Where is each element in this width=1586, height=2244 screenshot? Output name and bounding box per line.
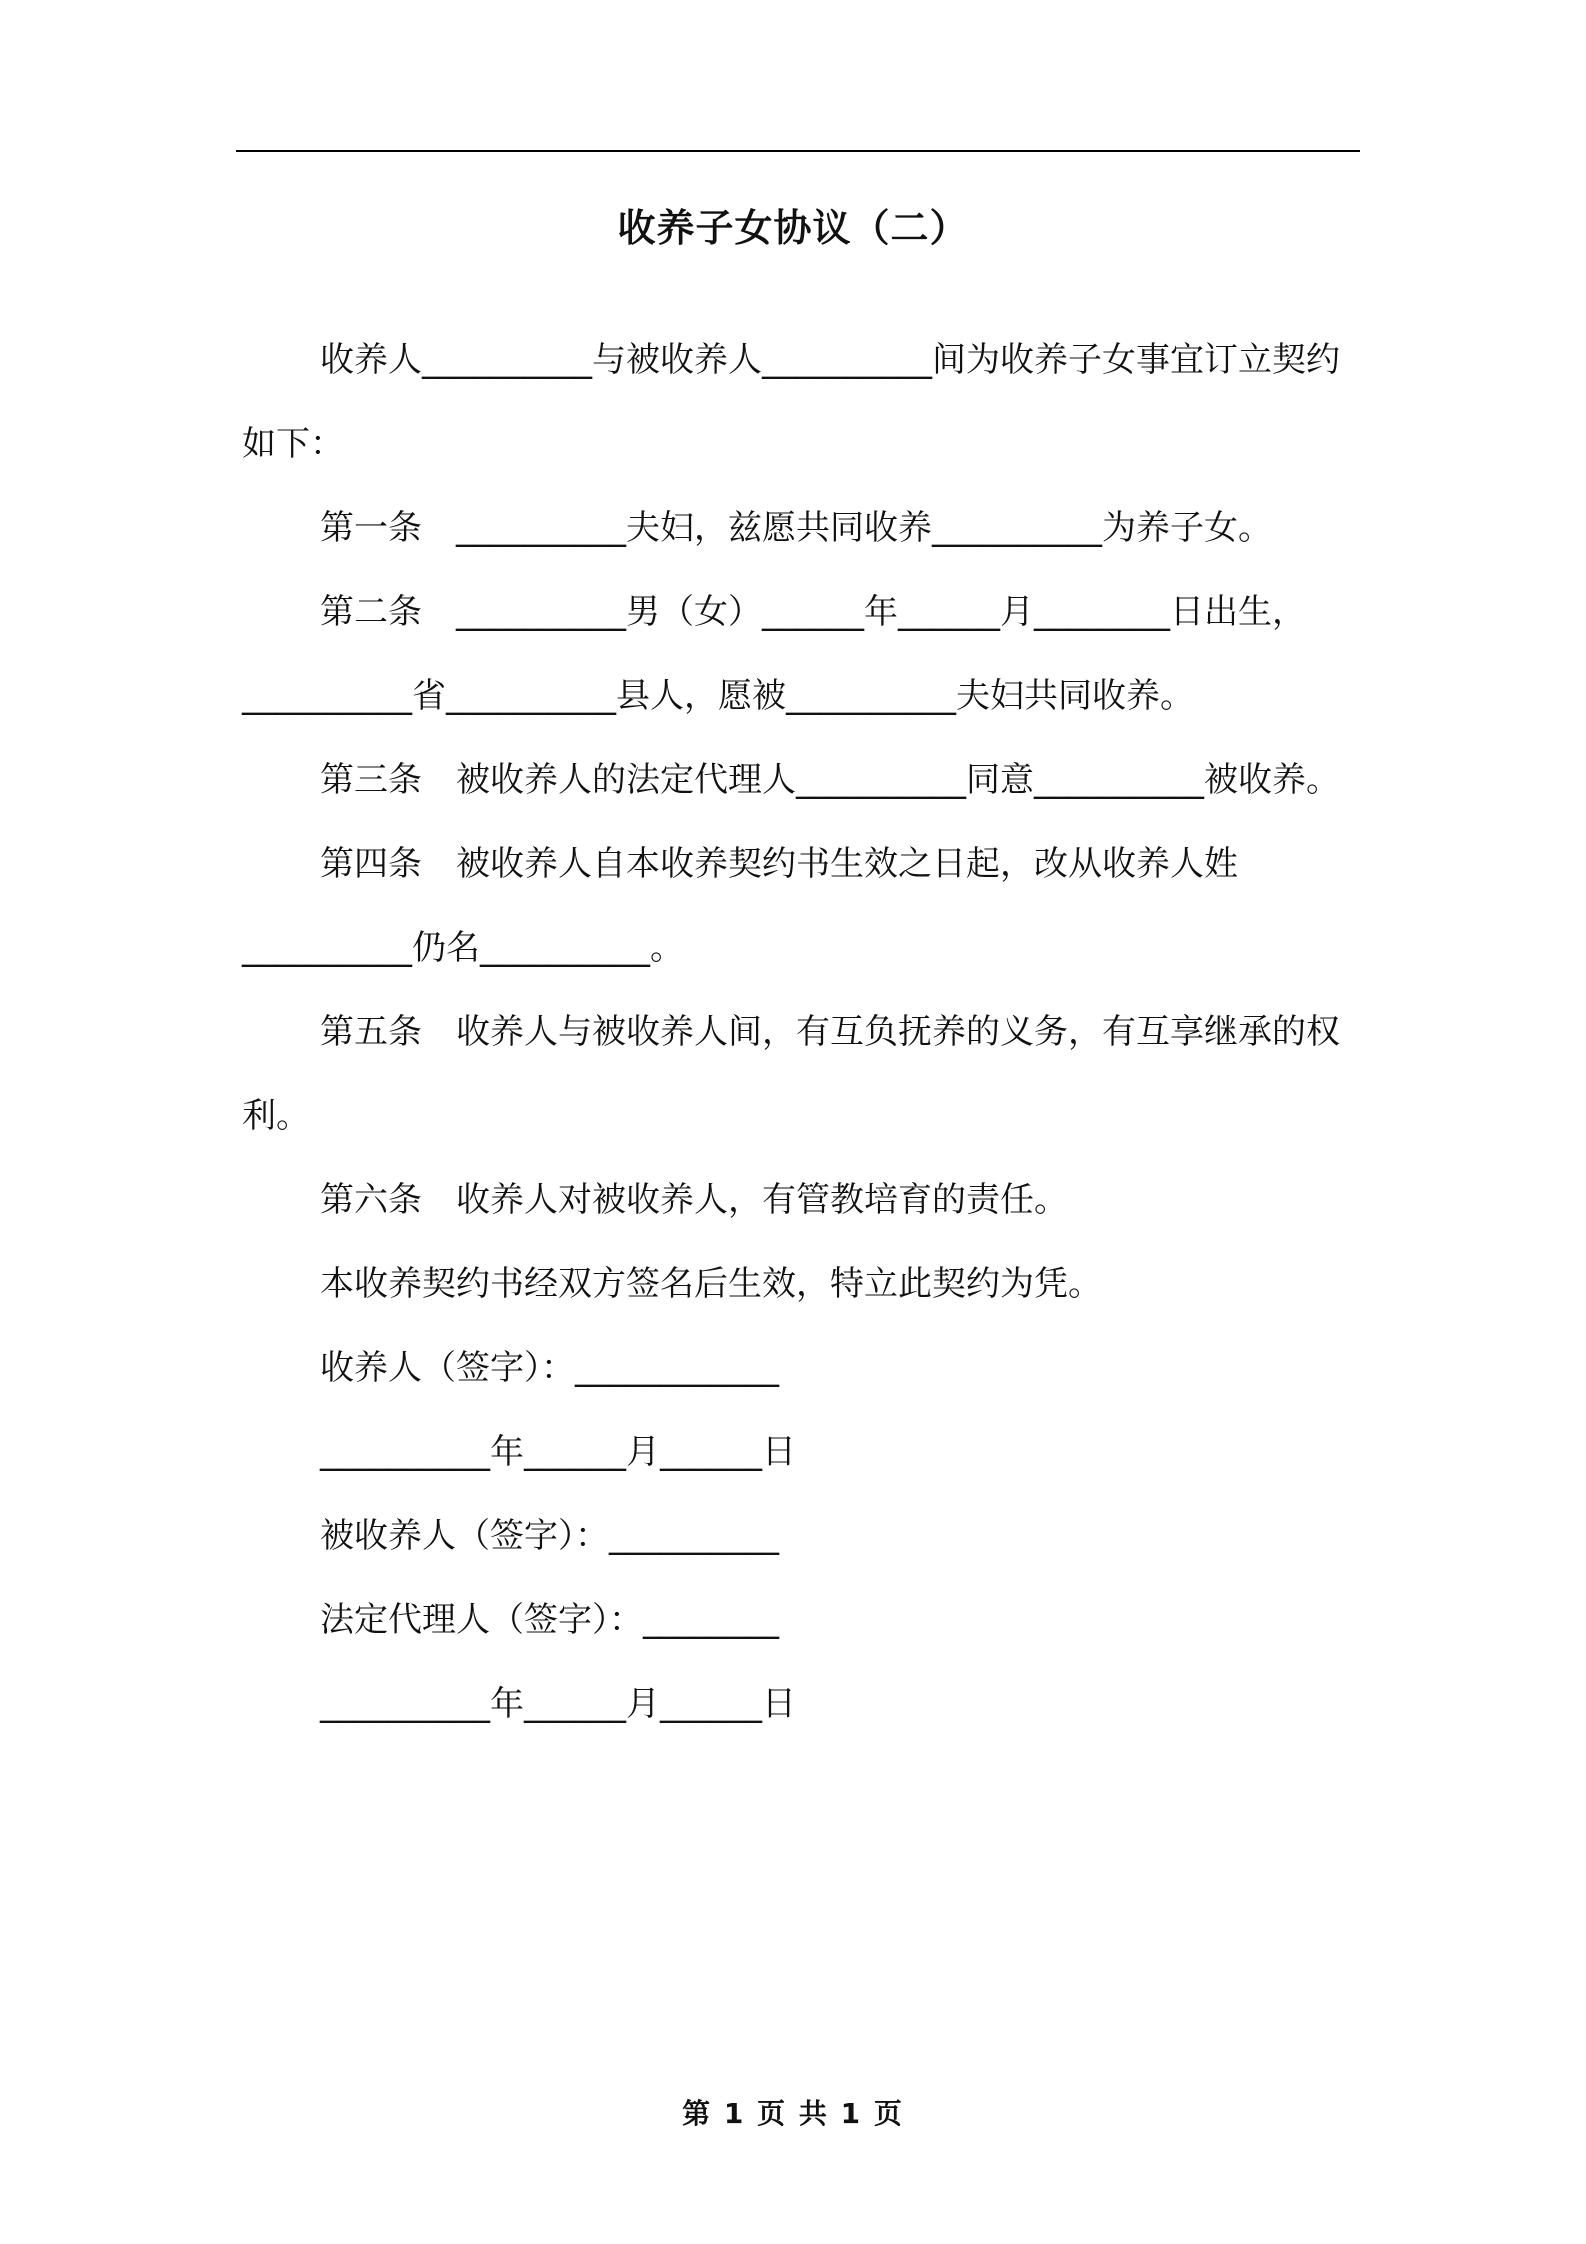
paragraph-article-5: 第五条 收养人与被收养人间，有互负抚养的义务，有互享继承的权利。 — [242, 1012, 1340, 1136]
paragraph-article-3: 第三条 被收养人的法定代理人__________同意__________被收养。 — [320, 760, 1340, 800]
page-number: 第 1 页 共 1 页 — [682, 2097, 904, 2130]
signature-legal-agent: 法定代理人（签字）：________ — [320, 1600, 779, 1640]
paragraph-article-6: 第六条 收养人对被收养人，有管教培育的责任。 — [320, 1180, 1068, 1220]
signature-date-2: __________年______月______日 — [320, 1684, 796, 1724]
paragraph-article-2: 第二条 __________男（女）______年______月________日出生，__________省__________县人，愿被__________夫妇共同收养。 — [242, 592, 1306, 716]
paragraph-intro: 收养人__________与被收养人__________间为收养子女事宜订立契约如下： — [242, 340, 1340, 464]
signature-adoptee: 被收养人（签字）：__________ — [320, 1516, 779, 1556]
document-body — [242, 318, 1356, 1746]
signature-adopter: 收养人（签字）：____________ — [320, 1348, 779, 1388]
paragraph-article-1: 第一条 __________夫妇，兹愿共同收养__________为养子女。 — [320, 508, 1272, 548]
paragraph-article-4: 第四条 被收养人自本收养契约书生效之日起，改从收养人姓__________仍名__________。 — [242, 844, 1238, 968]
signature-date-1: __________年______月______日 — [320, 1432, 796, 1472]
paragraph-effective: 本收养契约书经双方签名后生效，特立此契约为凭。 — [320, 1264, 1102, 1304]
document-title: 收养子女协议（二） — [617, 206, 969, 250]
header-rule — [236, 150, 1360, 152]
